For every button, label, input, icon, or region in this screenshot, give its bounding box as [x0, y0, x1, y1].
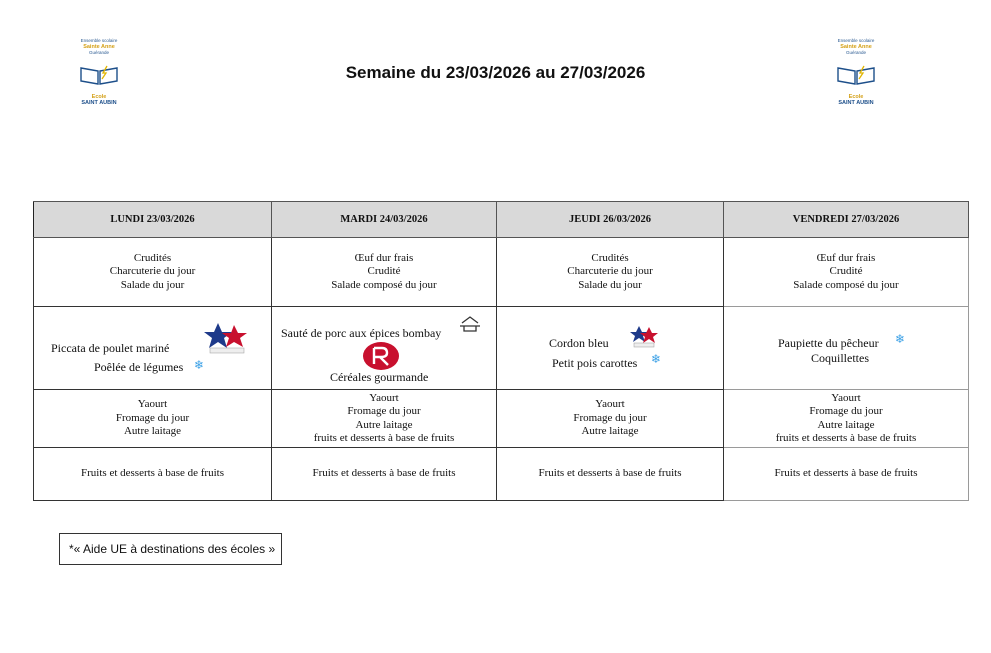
logo-line4: Ecole	[848, 94, 864, 100]
menu-item: Autre laitage	[817, 418, 875, 431]
menu-item: fruits et desserts à base de fruits	[313, 432, 455, 444]
fait-maison-icon	[459, 315, 481, 333]
menu-item: Autre laitage	[581, 425, 639, 438]
snowflake-icon: ❄	[895, 332, 906, 346]
logo-line3: Guérande	[88, 50, 109, 55]
entree-cell-jeudi	[497, 238, 724, 307]
laitage-cell-lundi	[34, 390, 272, 448]
menu-item: Salade du jour	[120, 278, 185, 291]
menu-item: Fromage du jour	[115, 411, 190, 424]
menu-item: Cordon bleu	[549, 336, 609, 350]
menu-item: Crudités	[591, 251, 629, 264]
entree-cell-mardi	[272, 238, 497, 307]
laitage-row	[34, 390, 969, 448]
page-title: Semaine du 23/03/2026 au 27/03/2026	[345, 63, 646, 82]
dessert-cell-mardi: Fruits et desserts à base de fruits	[272, 448, 497, 501]
menu-item: Sauté de porc aux épices bombay	[281, 326, 442, 340]
day-header-vendredi: VENDREDI 27/03/2026	[724, 202, 969, 238]
menu-item: Salade composé du jour	[331, 278, 437, 291]
logo-line5: SAINT AUBIN	[838, 100, 874, 106]
menu-item: Crudité	[829, 265, 863, 278]
menu-item: Fromage du jour	[809, 405, 883, 417]
menu-item: Salade du jour	[578, 278, 642, 291]
snowflake-icon: ❄	[651, 352, 662, 366]
logo-line5: SAINT AUBIN	[81, 100, 117, 106]
menu-item: Piccata de poulet mariné	[51, 341, 170, 355]
snowflake-icon: ❄	[194, 358, 205, 372]
menu-item: Crudité	[367, 265, 401, 278]
menu-item: Yaourt	[831, 391, 861, 404]
dessert-cell-jeudi: Fruits et desserts à base de fruits	[497, 448, 724, 501]
menu-item: Fromage du jour	[573, 411, 647, 424]
logo-line3: Guérande	[845, 50, 866, 55]
menu-item: Œuf dur frais	[354, 251, 414, 264]
menu-item: Céréales gourmande	[330, 370, 429, 384]
menu-item: Œuf dur frais	[816, 251, 876, 264]
menu-item: fruits et desserts à base de fruits	[775, 432, 917, 444]
label-rouge-logo	[362, 341, 400, 371]
menu-item: Autre laitage	[355, 418, 413, 431]
plat-cell-jeudi	[497, 307, 724, 390]
day-header-jeudi: JEUDI 26/03/2026	[497, 202, 724, 238]
day-header-mardi: MARDI 24/03/2026	[272, 202, 497, 238]
menu-item: Salade composé du jour	[793, 278, 899, 291]
menu-item: Crudités	[133, 251, 172, 264]
menu-item: Autre laitage	[123, 425, 182, 438]
laitage-cell-jeudi	[497, 390, 724, 448]
menu-item: Yaourt	[369, 391, 399, 404]
plat-cell-vendredi	[724, 307, 969, 390]
menu-item: Coquillettes	[811, 351, 869, 365]
laitage-cell-vendredi	[724, 390, 969, 448]
menu-item: Yaourt	[137, 398, 168, 411]
logo-line2: Sainte Anne	[840, 44, 872, 50]
entree-cell-vendredi	[724, 238, 969, 307]
dessert-row	[34, 448, 969, 501]
menu-item: Fromage du jour	[347, 405, 421, 417]
menu-item: Charcuterie du jour	[567, 265, 653, 278]
day-header-lundi: LUNDI 23/03/2026	[34, 202, 272, 238]
logo-line4: Ecole	[91, 94, 107, 100]
menu-item: Charcuterie du jour	[109, 265, 196, 278]
viande-de-france-badge	[630, 325, 658, 349]
plat-cell-mardi	[272, 307, 497, 390]
menu-item: Petit pois carottes	[552, 356, 638, 370]
entree-cell-lundi	[34, 238, 272, 307]
dessert-cell-lundi: Fruits et desserts à base de fruits	[34, 448, 272, 501]
logo-line1: Ensemble scolaire	[837, 38, 875, 43]
plat-cell-lundi	[34, 307, 272, 390]
logo-line2: Sainte Anne	[83, 44, 115, 50]
viande-de-france-badge	[200, 321, 254, 355]
menu-item: Paupiette du pêcheur	[778, 336, 879, 350]
laitage-cell-mardi	[272, 390, 497, 448]
logo-line1: Ensemble scolaire	[80, 38, 118, 43]
plat-row	[34, 307, 969, 390]
menu-item: Poêlée de légumes	[94, 360, 184, 374]
entree-row	[34, 238, 969, 307]
menu-item: Yaourt	[595, 398, 625, 411]
dessert-cell-vendredi: Fruits et desserts à base de fruits	[724, 448, 969, 501]
table-header-row	[34, 202, 969, 238]
footnote-box: *« Aide UE à destinations des écoles »	[59, 533, 282, 565]
weekly-menu-table	[33, 201, 969, 501]
